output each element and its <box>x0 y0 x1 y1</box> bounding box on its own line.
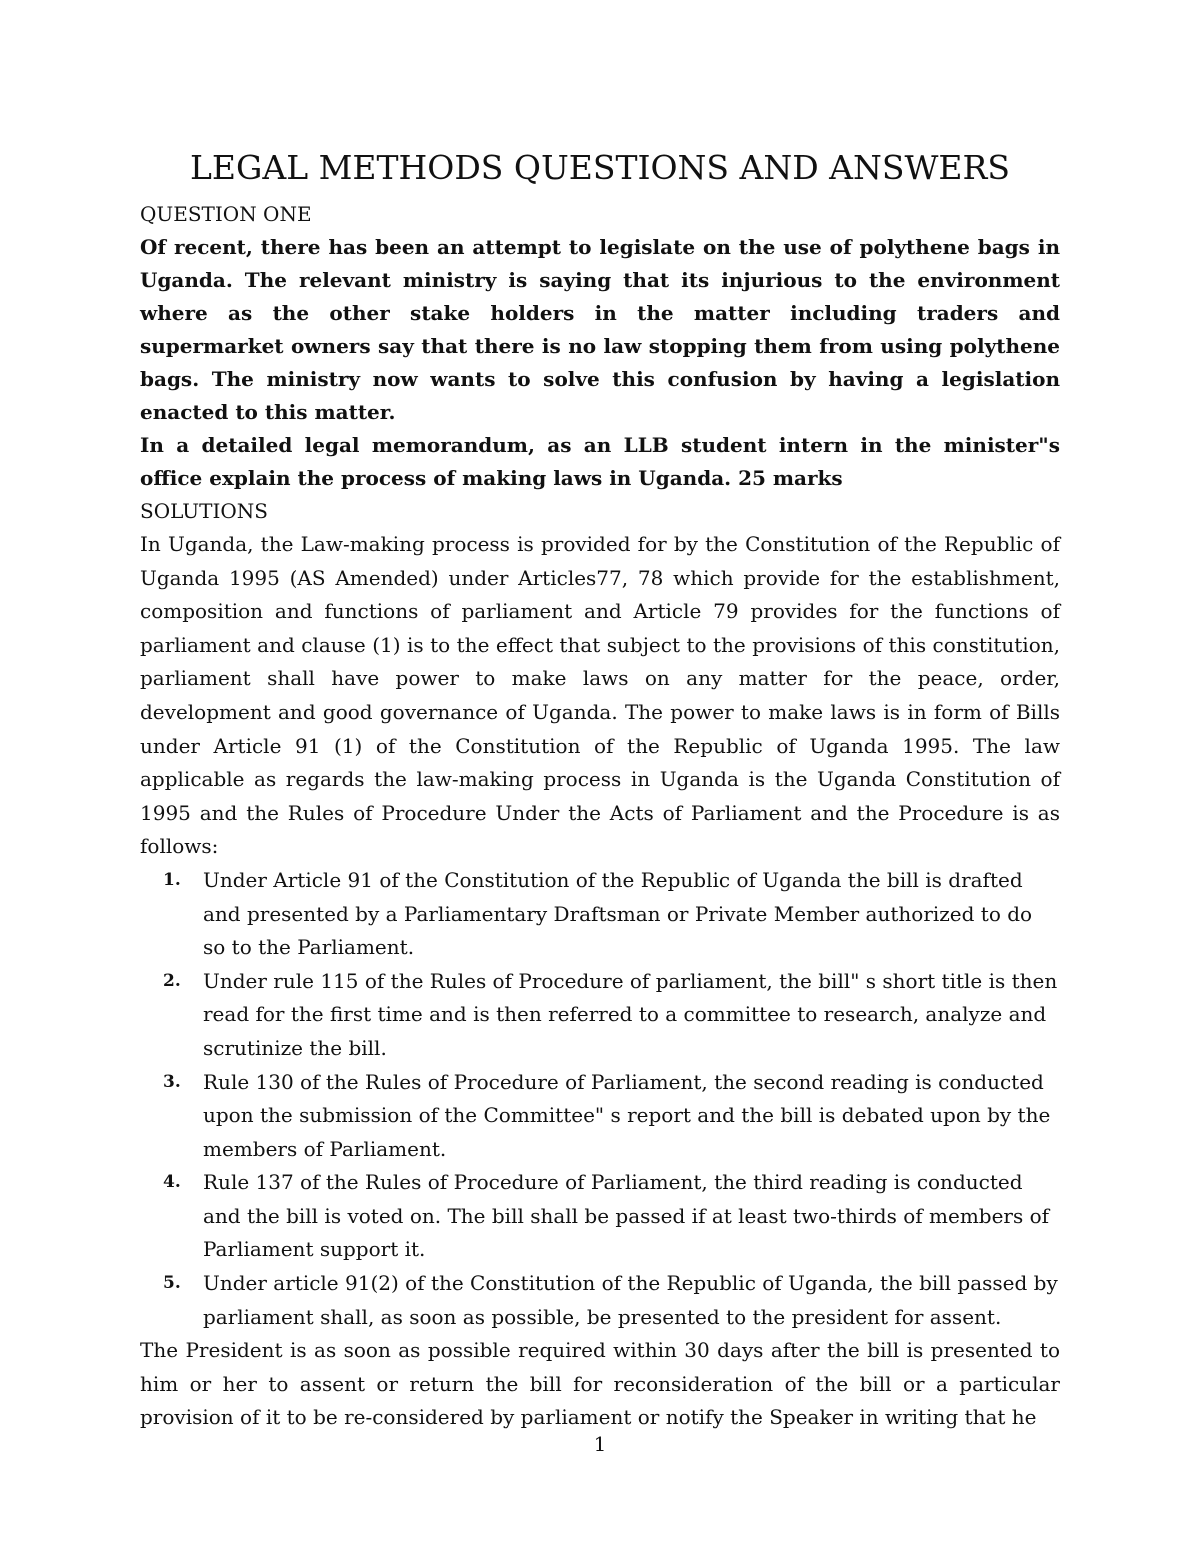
instruction-text: In a detailed legal memorandum, as an LLB student intern in the minister"s office explain the process of making laws in Uganda. 25 marks <box>140 433 1060 490</box>
step-number: 5. <box>163 1273 181 1294</box>
procedure-step <box>140 1267 1060 1334</box>
solutions-heading: SOLUTIONS <box>140 499 268 523</box>
question-heading: QUESTION ONE <box>140 202 312 226</box>
page-number: 1 <box>593 1432 607 1456</box>
procedure-step <box>140 1166 1060 1267</box>
procedure-steps-list <box>140 864 1060 1334</box>
step-text: Under Article 91 of the Constitution of the Republic of Uganda the bill is drafted and presented by a Parliamentary Draftsman or Private Member authorized to do so to the Parliament. <box>203 867 1033 960</box>
step-text: Rule 137 of the Rules of Procedure of Parliament, the third reading is conducted and the bill is voted on. The bill shall be passed if at least two-thirds of members of Parliament support it. <box>203 1170 1050 1262</box>
question-text: Of recent, there has been an attempt to legislate on the use of polythene bags in Uganda. The relevant ministry is saying that its injurious to the environment where as the other stake holders in the matter including traders and supermarket owners say that there is no law stopping them from using polythene bags. The ministry now wants to solve this confusion by having a legislation enacted to this matter. <box>140 235 1060 424</box>
step-text: Under rule 115 of the Rules of Procedure of parliament, the bill" s short title is then read for the first time and is then referred to a committee to research, analyze and scrutinize the bill. <box>203 968 1058 1060</box>
step-text: Under article 91(2) of the Constitution of the Republic of Uganda, the bill passed by parliament shall, as soon as possible, be presented to the president for assent. <box>203 1271 1058 1329</box>
closing-paragraph: The President is as soon as possible required within 30 days after the bill is presented to him or her to assent or return the bill for reconsideration of the bill or a particular provision of it to be re-considered by parliament or notify the Speaker in writing that he <box>140 1338 1060 1430</box>
step-number: 2. <box>163 970 181 991</box>
intro-paragraph: In Uganda, the Law-making process is provided for by the Constitution of the Republic of Uganda 1995 (AS Amended) under Articles77, 78 which provide for the establishment, composition and functions of parliament and Article 79 provides for the functions of parliament and clause (1) is to the effect that subject to the provisions of this constitution, parliament shall have power to make laws on any matter for the peace, order, development and good governance of Uganda. The power to make laws is in form of Bills under Article 91 (1) of the Constitution of the Republic of Uganda 1995. The law applicable as regards the law-making process in Uganda is the Uganda Constitution of 1995 and the Rules of Procedure Under the Acts of Parliament and the Procedure is as follows: <box>140 532 1060 859</box>
step-number: 1. <box>163 869 181 890</box>
step-number: 3. <box>163 1071 181 1092</box>
step-text: Rule 130 of the Rules of Procedure of Parliament, the second reading is conducted upon the submission of the Committee" s report and the bill is debated upon by the members of Parliament. <box>203 1069 1051 1161</box>
document-title: LEGAL METHODS QUESTIONS AND ANSWERS <box>190 148 1010 187</box>
procedure-step <box>140 864 1060 965</box>
procedure-step <box>140 965 1060 1066</box>
step-number: 4. <box>163 1172 181 1193</box>
procedure-step <box>140 1066 1060 1167</box>
page-content <box>140 148 1060 1435</box>
